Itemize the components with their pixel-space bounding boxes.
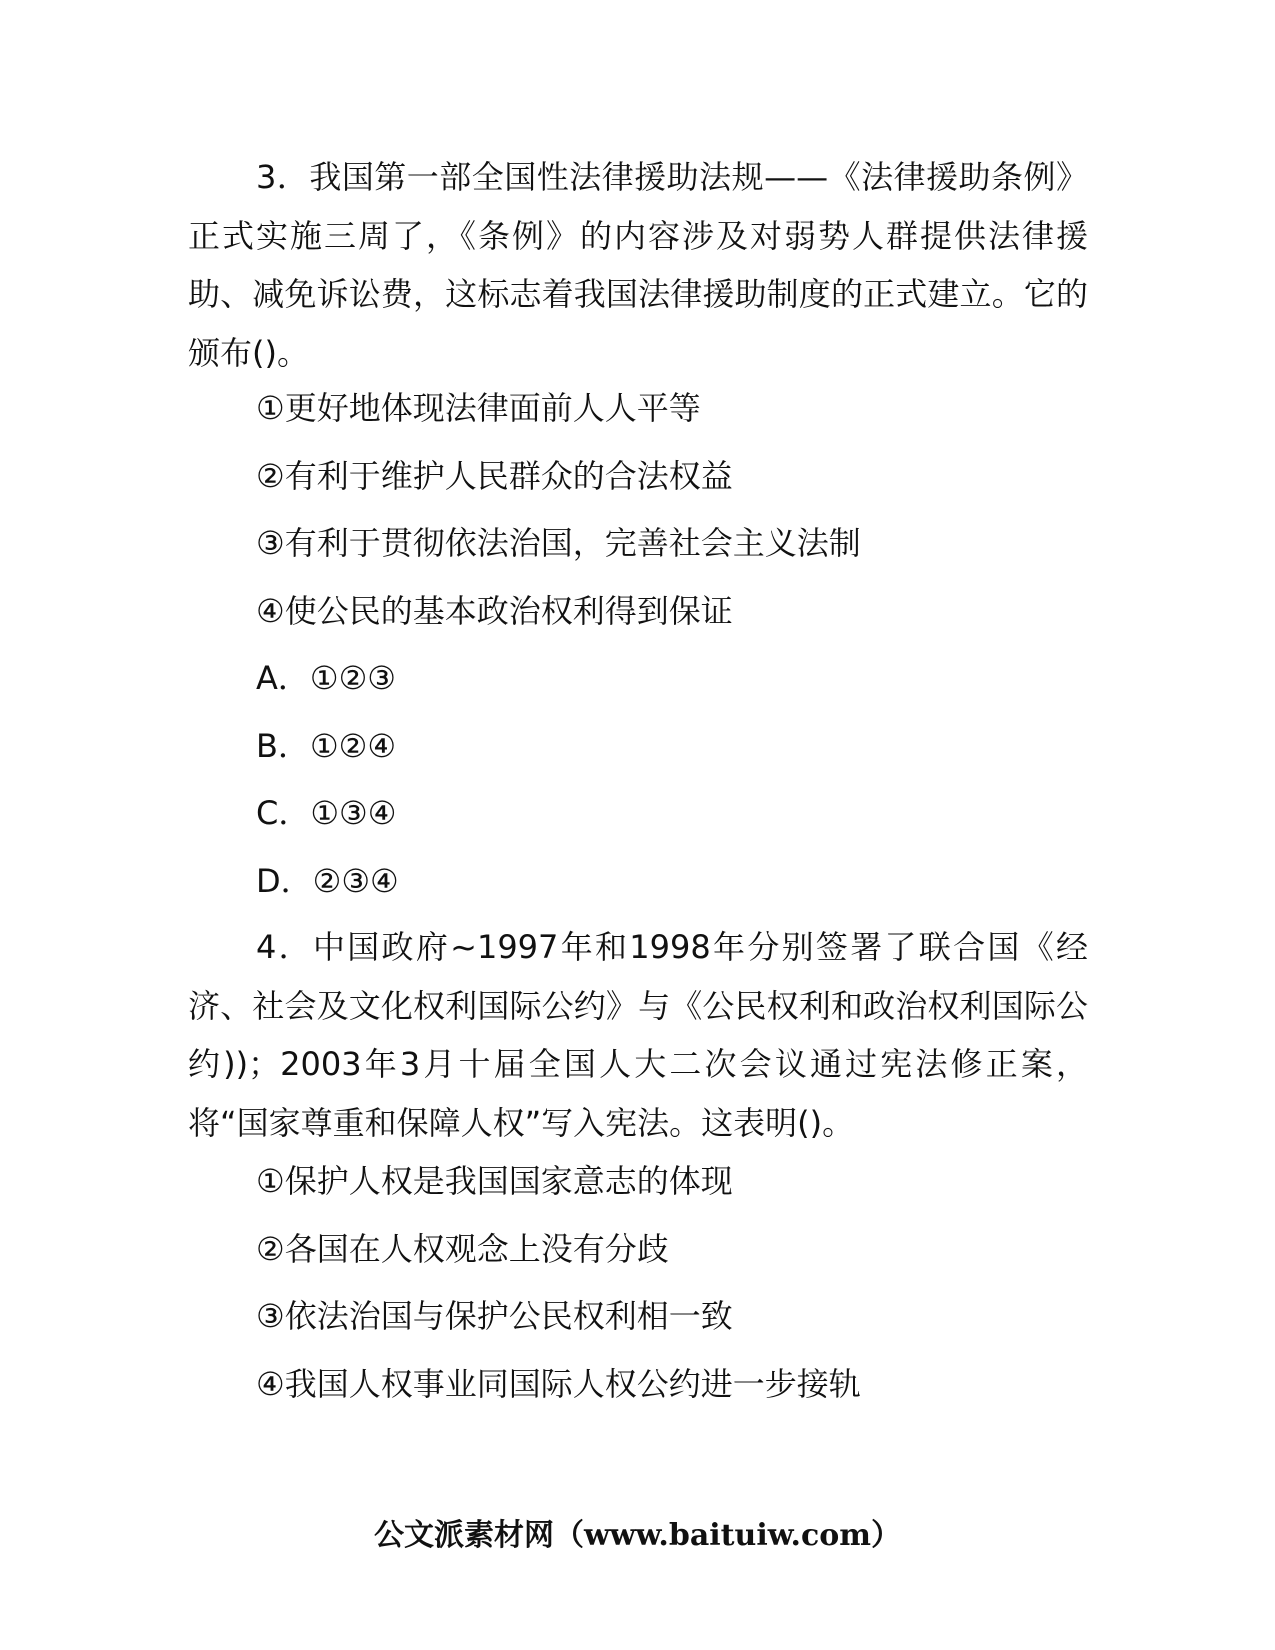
footer-watermark: 公文派素材网（www.baituiw.com）: [373, 1518, 902, 1553]
question-4-statement-2: ②各国在人权观念上没有分歧: [256, 1230, 669, 1268]
question-3-choice-c: C．①③④: [256, 794, 397, 832]
question-3-choice-d: D．②③④: [256, 862, 399, 900]
question-4-stem: 4．中国政府~1997年和1998年分别签署了联合国《经济、社会及文化权利国际公约》与《公民权利和政治权利国际公约))；2003年3月十届全国人大二次会议通过宪法修正案，将“国家尊重和保障人权”写入宪法。这表明()。: [188, 928, 1088, 1142]
question-3-statement-4: ④使公民的基本政治权利得到保证: [256, 592, 733, 630]
question-3-statement-2: ②有利于维护人民群众的合法权益: [256, 457, 733, 495]
question-3-statement-1: ①更好地体现法律面前人人平等: [256, 389, 701, 427]
question-4-statement-4: ④我国人权事业同国际人权公约进一步接轨: [256, 1365, 861, 1403]
question-3-stem: 3．我国第一部全国性法律援助法规——《法律援助条例》正式实施三周了，《条例》的内容涉及对弱势人群提供法律援助、减免诉讼费，这标志着我国法律援助制度的正式建立。它的颁布()。: [188, 158, 1088, 372]
question-3-choice-a: A．①②③: [256, 659, 396, 697]
question-3-choice-b: B．①②④: [256, 727, 397, 765]
question-3-statement-3: ③有利于贯彻依法治国，完善社会主义法制: [256, 524, 861, 562]
question-4-statement-1: ①保护人权是我国国家意志的体现: [256, 1162, 733, 1200]
question-4-statement-3: ③依法治国与保护公民权利相一致: [256, 1297, 733, 1335]
